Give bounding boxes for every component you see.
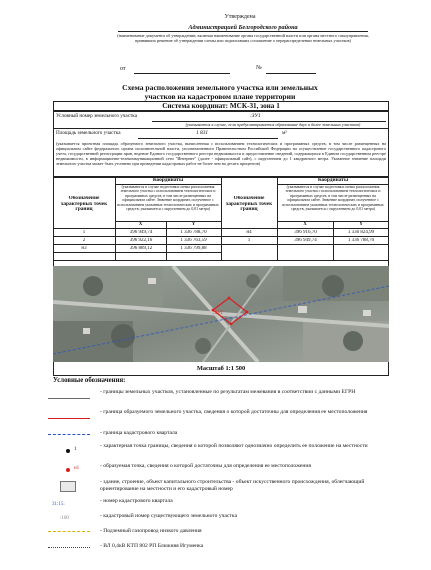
legend-item: - граница кадастрового квартала: [100, 430, 178, 436]
authority-name: Администрацией Белгородского района: [118, 24, 368, 32]
left-col-y: Y: [191, 222, 196, 227]
legend-sym-quarter-boundary: [48, 434, 90, 435]
legend-sym-new-point-label: н1: [74, 466, 80, 471]
table-row-point: 1: [247, 238, 251, 243]
area-label: Площадь земельного участка: [56, 130, 121, 136]
legend-sym-power-line: [48, 547, 90, 548]
legend-sym-quarter-number: 31:15:: [52, 502, 65, 507]
table-row-y: 1 336 763,59: [180, 238, 207, 243]
table-row-point: 2: [82, 238, 86, 243]
table-row-x: 396 889,12: [129, 246, 153, 251]
table-row-y: 1 336 824,99: [347, 230, 375, 235]
right-col-y: Y: [359, 222, 363, 227]
area-unit: м²: [282, 130, 287, 136]
table-row-y: 1 336 788,70: [347, 238, 375, 243]
legend-sym-point: [66, 449, 70, 453]
right-coords-note: (указываются в случае подготовки схемы расположения земельного участка с использованием технологических и программных средств, в том числе размещенных на официальном сайте. Значение координат, полученное с использованием указанных технологических и программных средств, указывается с округлением до 0,01 метра): [282, 185, 384, 211]
legend-item: - образуемая точка, сведения о которой достаточны для определения ее местоположения: [100, 463, 311, 469]
left-col-coords: Координаты: [152, 178, 184, 183]
document-title: Схема расположения земельного участка или земельных участков на кадастровом плане территории: [122, 83, 318, 102]
date-label: от: [120, 66, 126, 72]
legend-item: - характерная точка границы, сведения о которой позволяют однозначно определить ее положение на местности: [100, 443, 368, 449]
legend-item: - номер кадастрового квартала: [100, 498, 173, 504]
legend-item: - здание, строение, объект капитального строительства - объект искусственного происхождения, облегчающий ориентирование на местности и его кадастровый номер: [100, 479, 365, 492]
legend-sym-measured-boundary: [48, 398, 90, 399]
cond-number-note: (указывается в случае, если предусматривается образование двух и более земельных участков): [185, 122, 361, 127]
area-value: 1 831: [196, 130, 209, 136]
area-note: (указывается проектная площадь образуемого земельного участка, вычисленная с использованием технологических и программных средств, в том числе размещенных на официальном сайте федерального органа исполнительной власти, уполномоченного Правительством Российской Федерации на осуществление государственного кадастрового учета, государственной регистрации прав, ведение Единого государственного реестра недвижимости и предоставление сведений, содержащихся в Едином государственном реестре недвижимости, в информационно-телекоммуникационной сети "Интернет" (далее - официальный сайт), с округлением до 1 квадратного метра. Указанное значение площади земельного участка может быть уточнено при проведении кадастровых работ не более чем на десять процентов): [56, 141, 386, 167]
legend-item: - граница образуемого земельного участка, сведения о которой достаточны для определения ее местоположения: [100, 409, 368, 415]
table-row-point: н4: [246, 230, 252, 235]
legend-sym-new-point: [66, 468, 70, 472]
number-label: №: [256, 65, 262, 71]
legend-item: - кадастровый номер существующего земельного участка: [100, 513, 237, 519]
table-row-point: н3: [81, 246, 87, 251]
legend-sym-gas-pipe: [48, 531, 90, 532]
left-col-x: X: [138, 222, 143, 227]
map-scale: Масштаб 1:1 500: [196, 365, 246, 372]
coord-system: Система координат: МСК-31, зона 1: [162, 102, 280, 110]
legend-item: - ВЛ 0,4кВ КТП 802 РП Ближняя Игуменка: [100, 543, 204, 549]
legend-title: Условные обозначения:: [53, 377, 126, 384]
table-row-point: 1: [82, 230, 86, 235]
legend-item: - Подземный газопровод низкого давления: [100, 528, 202, 534]
table-row-y: 1 336 799,88: [180, 246, 207, 251]
table-row-y: 1 336 788,70: [180, 230, 207, 235]
legend-sym-building: [60, 481, 76, 492]
date-line: [134, 73, 230, 74]
left-col-point: Обозначение характерных точек границ: [60, 196, 108, 213]
table-row-x: 396 916,70: [294, 230, 317, 235]
approved-label: Утверждена: [224, 14, 256, 20]
table-row-x: 396 922,16: [129, 238, 153, 243]
number-line: [266, 73, 316, 74]
cond-number-label: Условный номер земельного участка: [56, 113, 138, 119]
authority-note: (наименование документа об утверждении, включая наименование органа государственной власти или органа местного самоуправления, принявших решение об утверждении схемы или подписавших соглашение о перераспределении земельных участков): [117, 33, 369, 44]
legend-sym-point-label: 1: [74, 447, 77, 452]
right-col-x: X: [303, 222, 307, 227]
map-parcel-label: :ЗУ1: [213, 311, 223, 316]
table-row-x: 396 949,74: [129, 230, 153, 235]
right-col-coords: Координаты: [317, 178, 349, 183]
cond-number-value: :ЗУ1: [250, 113, 261, 119]
left-coords-note: (указываются в случае подготовки схемы расположения земельного участка с использованием технологических и программных средств, в том числе размещенных на официальном сайте. Значение координат, полученное с использованием указанных технологических и программных средств, указывается с округлением до 0,01 метра): [117, 185, 219, 211]
legend-sym-parcel-number: :100: [60, 516, 69, 521]
legend-sym-new-boundary: [48, 418, 90, 419]
table-row-x: 396 949,74: [294, 238, 317, 243]
legend-item: - границы земельных участков, установленные по результатам межевания в соответствии с данными ЕГРН: [100, 389, 356, 395]
right-col-point: Обозначение характерных точек границ: [225, 196, 273, 213]
